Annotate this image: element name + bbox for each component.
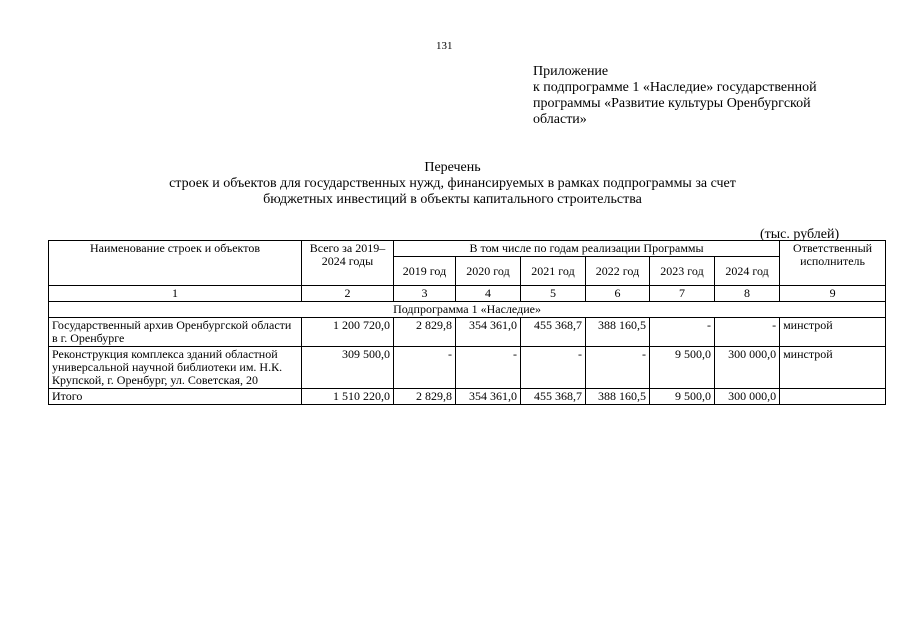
cell-total: 1 200 720,0 <box>302 318 394 347</box>
cell-2019: 2 829,8 <box>394 389 456 405</box>
header-year: 2021 год <box>521 257 586 286</box>
header-total: Всего за 2019–2024 годы <box>302 241 394 286</box>
document-title <box>0 160 905 208</box>
header-year: 2019 год <box>394 257 456 286</box>
title-line: бюджетных инвестиций в объекты капитального строительства <box>263 192 642 207</box>
column-number: 7 <box>650 286 715 302</box>
table-row <box>49 318 886 347</box>
cell-total: 1 510 220,0 <box>302 389 394 405</box>
cell-executor: минстрой <box>780 318 886 347</box>
subprogram-label: Подпрограмма 1 «Наследие» <box>49 302 886 318</box>
header-year: 2022 год <box>586 257 650 286</box>
column-number: 8 <box>715 286 780 302</box>
cell-2024: 300 000,0 <box>715 389 780 405</box>
appendix-header <box>533 64 873 128</box>
total-row <box>49 389 886 405</box>
column-number: 6 <box>586 286 650 302</box>
appendix-line: к подпрограмме 1 «Наследие» государственной <box>533 80 817 95</box>
cell-2020: 354 361,0 <box>456 318 521 347</box>
column-number: 4 <box>456 286 521 302</box>
header-executor: Ответственный исполнитель <box>780 241 886 286</box>
column-number: 2 <box>302 286 394 302</box>
appendix-line: программы «Развитие культуры Оренбургской <box>533 96 811 111</box>
cell-2023: 9 500,0 <box>650 389 715 405</box>
cell-total: 309 500,0 <box>302 347 394 389</box>
cell-2021: - <box>521 347 586 389</box>
object-name: Государственный архив Оренбургской области в г. Оренбурге <box>49 318 302 347</box>
column-numbers-row <box>49 286 886 302</box>
header-year: 2023 год <box>650 257 715 286</box>
page-number: 131 <box>436 40 453 52</box>
total-label: Итого <box>49 389 302 405</box>
title-line: Перечень <box>424 160 481 175</box>
cell-2024: - <box>715 318 780 347</box>
column-number: 3 <box>394 286 456 302</box>
cell-2019: - <box>394 347 456 389</box>
table-row <box>49 347 886 389</box>
subprogram-row <box>49 302 886 318</box>
cell-2021: 455 368,7 <box>521 318 586 347</box>
units-label: (тыс. рублей) <box>760 227 840 242</box>
cell-executor: минстрой <box>780 347 886 389</box>
cell-2023: - <box>650 318 715 347</box>
cell-2020: - <box>456 347 521 389</box>
header-by-years: В том числе по годам реализации Программы <box>394 241 780 257</box>
cell-2024: 300 000,0 <box>715 347 780 389</box>
header-year: 2024 год <box>715 257 780 286</box>
cell-2022: 388 160,5 <box>586 318 650 347</box>
title-line: строек и объектов для государственных нужд, финансируемых в рамках подпрограммы за счет <box>169 176 736 191</box>
table-header-row <box>49 241 886 257</box>
header-name: Наименование строек и объектов <box>49 241 302 286</box>
object-name: Реконструкция комплекса зданий областной универсальной научной библиотеки им. Н.К. Крупской, г. Оренбург, ул. Советская, 20 <box>49 347 302 389</box>
objects-table <box>48 240 886 405</box>
cell-executor <box>780 389 886 405</box>
cell-2022: 388 160,5 <box>586 389 650 405</box>
cell-2023: 9 500,0 <box>650 347 715 389</box>
appendix-line: Приложение <box>533 64 609 79</box>
header-year: 2020 год <box>456 257 521 286</box>
cell-2021: 455 368,7 <box>521 389 586 405</box>
appendix-line: области» <box>533 112 587 127</box>
cell-2020: 354 361,0 <box>456 389 521 405</box>
cell-2019: 2 829,8 <box>394 318 456 347</box>
column-number: 5 <box>521 286 586 302</box>
column-number: 9 <box>780 286 886 302</box>
cell-2022: - <box>586 347 650 389</box>
column-number: 1 <box>49 286 302 302</box>
